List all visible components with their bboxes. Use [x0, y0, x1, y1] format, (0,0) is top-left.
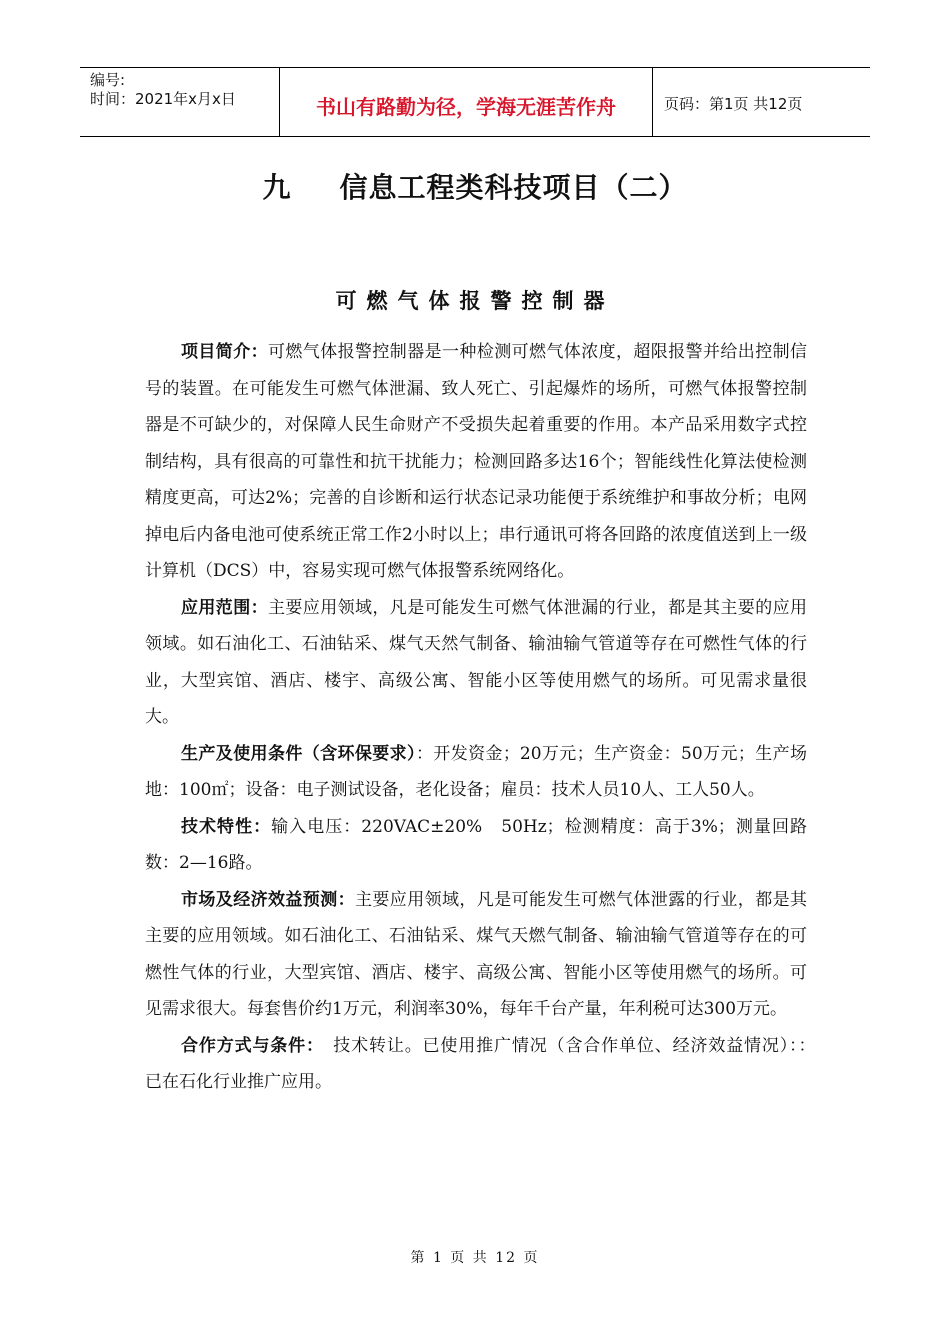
section-label: 项目简介： [181, 342, 268, 362]
section-label: 市场及经济效益预测： [181, 889, 355, 910]
chapter-number: 九 [262, 171, 292, 204]
section-market [145, 882, 807, 1028]
section-text: 主要应用领域，凡是可能发生可燃气体泄露的行业，都是其主要的应用领域。如石油化工、石油钻采、煤气天燃气制备、输油输气管道等存在的可燃性气体的行业，大型宾馆、酒店、楼宇、高级公寓、智能小区等使用燃气的场所。可见需求很大。每套售价约1万元，利润率30%，每年千台产量，年利税可达300万元。 [145, 889, 807, 1019]
section-scope [145, 590, 807, 736]
document-body [145, 334, 825, 1101]
section-text: 输入电压：220VAC±20% 50Hz；检测精度：高于3%；测量回路数：2—16路。 [145, 816, 807, 873]
header-meta [80, 68, 280, 136]
section-label: 技术特性： [181, 816, 272, 837]
header-motto: 书山有路勤为径，学海无涯苦作舟 [280, 68, 653, 136]
section-label: 生产及使用条件（含环保要求） [181, 743, 416, 764]
header-page-info: 页码：第1页 共12页 [664, 95, 803, 113]
number-label: 编号: [90, 71, 126, 89]
section-conditions [145, 736, 807, 809]
section-text: ：开发资金；20万元；生产资金：50万元；生产场地：100㎡；设备：电子测试设备，老化设备；雇员：技术人员10人、工人50人。 [145, 743, 808, 800]
project-title: 可燃气体报警控制器 [335, 289, 615, 313]
date-label: 时间：2021年x月x日 [90, 90, 236, 108]
section-label: 合作方式与条件： [181, 1035, 316, 1056]
section-label: 应用范围： [181, 597, 268, 618]
section-text: 技术转让。已使用推广情况（含合作单位、经济效益情况）：： 已在石化行业推广应用。 [145, 1035, 825, 1092]
chapter-text: 信息工程类科技项目（二） [339, 171, 688, 204]
page-footer: 第 1 页 共 12 页 [410, 1250, 540, 1266]
chapter-title [0, 166, 950, 206]
section-intro [145, 334, 807, 590]
section-text: 主要应用领域，凡是可能发生可燃气体泄漏的行业，都是其主要的应用领域。如石油化工、石油钻采、煤气天然气制备、输油输气管道等存在可燃性气体的行业，大型宾馆、酒店、楼宇、高级公寓、智能小区等使用燃气的场所。可见需求量很大。 [145, 597, 807, 727]
section-text: 可燃气体报警控制器是一种检测可燃气体浓度，超限报警并给出控制信号的装置。在可能发生可燃气体泄漏、致人死亡、引起爆炸的场所，可燃气体报警控制器是不可缺少的，对保障人民生命财产不受损失起着重要的作用。本产品采用数字式控制结构，具有很高的可靠性和抗干扰能力；检测回路多达16个；智能线性化算法使检测精度更高，可达2%；完善的自诊断和运行状态记录功能便于系统维护和事故分析；电网掉电后内备电池可使系统正常工作2小时以上；串行通讯可将各回路的浓度值送到上一级计算机（DCS）中，容易实现可燃气体报警系统网络化。 [145, 342, 807, 581]
section-cooperation [145, 1028, 825, 1101]
section-specs [145, 809, 807, 882]
page-header [80, 67, 870, 137]
